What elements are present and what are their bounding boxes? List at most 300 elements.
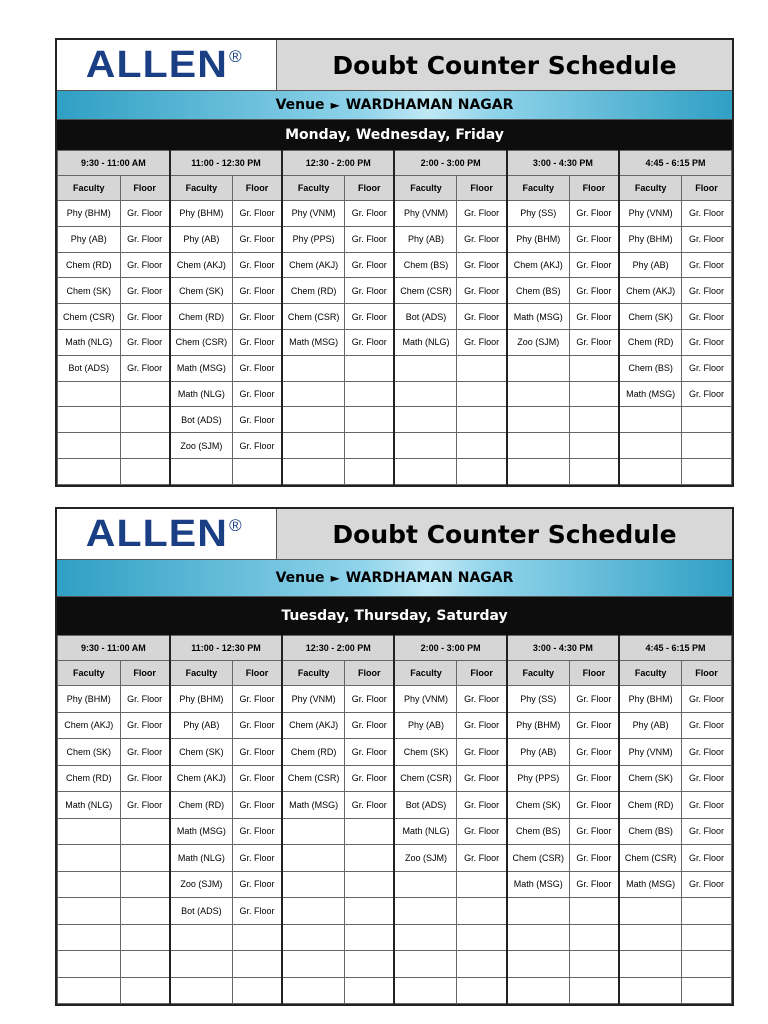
- faculty-cell: Chem (AKJ): [282, 712, 345, 739]
- faculty-column-header: Faculty: [58, 661, 121, 686]
- floor-cell: Gr. Floor: [232, 433, 282, 459]
- floor-cell: Gr. Floor: [569, 792, 619, 819]
- faculty-cell: Phy (VNM): [619, 201, 682, 227]
- floor-cell: [569, 355, 619, 381]
- faculty-cell: Math (MSG): [282, 329, 345, 355]
- floor-column-header: Floor: [120, 661, 170, 686]
- floor-cell: Gr. Floor: [120, 792, 170, 819]
- floor-cell: [457, 458, 507, 484]
- faculty-cell: [282, 433, 345, 459]
- faculty-cell: Chem (BS): [619, 355, 682, 381]
- faculty-cell: [282, 951, 345, 978]
- schedule-title: Doubt Counter Schedule: [277, 40, 732, 90]
- time-slot-row: [58, 151, 732, 176]
- allen-logo: [57, 509, 277, 559]
- faculty-cell: [282, 458, 345, 484]
- schedule-header: [57, 509, 732, 560]
- faculty-cell: [394, 898, 457, 925]
- faculty-cell: [170, 951, 233, 978]
- faculty-column-header: Faculty: [394, 661, 457, 686]
- table-row: [58, 818, 732, 845]
- floor-column-header: Floor: [345, 661, 395, 686]
- faculty-cell: Phy (VNM): [394, 686, 457, 713]
- faculty-cell: Phy (BHM): [507, 712, 570, 739]
- faculty-cell: [619, 977, 682, 1004]
- faculty-cell: [507, 898, 570, 925]
- table-row: [58, 252, 732, 278]
- floor-cell: Gr. Floor: [682, 252, 732, 278]
- table-row: [58, 304, 732, 330]
- logo-wordmark: ALLEN: [86, 44, 229, 86]
- faculty-cell: [170, 977, 233, 1004]
- faculty-cell: [282, 924, 345, 951]
- floor-cell: Gr. Floor: [120, 252, 170, 278]
- floor-column-header: Floor: [120, 176, 170, 201]
- floor-cell: Gr. Floor: [569, 739, 619, 766]
- faculty-cell: Chem (RD): [282, 739, 345, 766]
- faculty-cell: [507, 977, 570, 1004]
- table-row: [58, 765, 732, 792]
- faculty-cell: Phy (AB): [619, 712, 682, 739]
- faculty-cell: [394, 433, 457, 459]
- floor-cell: [682, 433, 732, 459]
- floor-column-header: Floor: [457, 176, 507, 201]
- floor-cell: Gr. Floor: [569, 712, 619, 739]
- faculty-cell: Phy (AB): [170, 226, 233, 252]
- faculty-cell: [58, 458, 121, 484]
- floor-cell: [682, 458, 732, 484]
- faculty-cell: [58, 951, 121, 978]
- faculty-cell: [507, 951, 570, 978]
- faculty-cell: Math (MSG): [619, 381, 682, 407]
- table-row: [58, 792, 732, 819]
- floor-cell: Gr. Floor: [457, 818, 507, 845]
- floor-cell: [682, 977, 732, 1004]
- schedule-tts: [55, 507, 734, 1006]
- faculty-cell: [619, 951, 682, 978]
- faculty-cell: [394, 951, 457, 978]
- faculty-cell: Chem (AKJ): [619, 278, 682, 304]
- time-slot-header: 11:00 - 12:30 PM: [170, 151, 282, 176]
- time-slot-header: 9:30 - 11:00 AM: [58, 151, 170, 176]
- floor-column-header: Floor: [569, 661, 619, 686]
- faculty-cell: [58, 433, 121, 459]
- faculty-cell: [619, 433, 682, 459]
- faculty-cell: Math (MSG): [507, 304, 570, 330]
- faculty-cell: Chem (RD): [170, 792, 233, 819]
- faculty-column-header: Faculty: [282, 661, 345, 686]
- faculty-cell: [394, 407, 457, 433]
- faculty-cell: [58, 898, 121, 925]
- faculty-cell: Chem (BS): [394, 252, 457, 278]
- floor-cell: Gr. Floor: [457, 226, 507, 252]
- floor-cell: [457, 871, 507, 898]
- floor-cell: [345, 977, 395, 1004]
- floor-cell: Gr. Floor: [345, 304, 395, 330]
- floor-cell: Gr. Floor: [682, 792, 732, 819]
- floor-cell: Gr. Floor: [232, 765, 282, 792]
- faculty-cell: Chem (SK): [394, 739, 457, 766]
- arrow-right-icon: ►: [330, 98, 340, 112]
- floor-cell: Gr. Floor: [569, 686, 619, 713]
- faculty-cell: Chem (SK): [58, 739, 121, 766]
- floor-cell: Gr. Floor: [682, 739, 732, 766]
- faculty-cell: [282, 818, 345, 845]
- floor-cell: Gr. Floor: [120, 226, 170, 252]
- floor-cell: [345, 951, 395, 978]
- faculty-column-header: Faculty: [170, 661, 233, 686]
- faculty-cell: Bot (ADS): [58, 355, 121, 381]
- faculty-cell: Chem (SK): [58, 278, 121, 304]
- faculty-cell: Phy (BHM): [619, 686, 682, 713]
- faculty-cell: Chem (BS): [507, 278, 570, 304]
- floor-cell: Gr. Floor: [345, 252, 395, 278]
- faculty-cell: Math (NLG): [170, 845, 233, 872]
- floor-cell: Gr. Floor: [682, 871, 732, 898]
- faculty-cell: Bot (ADS): [394, 792, 457, 819]
- faculty-cell: Phy (PPS): [507, 765, 570, 792]
- faculty-cell: [507, 458, 570, 484]
- faculty-cell: Phy (BHM): [619, 226, 682, 252]
- floor-cell: Gr. Floor: [120, 278, 170, 304]
- schedule-header: [57, 40, 732, 91]
- floor-cell: [457, 898, 507, 925]
- faculty-cell: [58, 818, 121, 845]
- faculty-cell: Phy (VNM): [282, 201, 345, 227]
- floor-cell: Gr. Floor: [682, 201, 732, 227]
- faculty-cell: [394, 977, 457, 1004]
- floor-cell: Gr. Floor: [569, 304, 619, 330]
- floor-cell: Gr. Floor: [345, 792, 395, 819]
- faculty-cell: Phy (AB): [507, 739, 570, 766]
- table-row: [58, 686, 732, 713]
- floor-column-header: Floor: [345, 176, 395, 201]
- faculty-cell: Zoo (SJM): [507, 329, 570, 355]
- floor-cell: Gr. Floor: [232, 407, 282, 433]
- faculty-cell: [394, 381, 457, 407]
- floor-cell: [569, 951, 619, 978]
- floor-cell: Gr. Floor: [569, 845, 619, 872]
- table-row: [58, 739, 732, 766]
- floor-cell: [345, 871, 395, 898]
- floor-cell: [120, 381, 170, 407]
- floor-cell: [569, 458, 619, 484]
- floor-cell: Gr. Floor: [345, 739, 395, 766]
- table-row: [58, 226, 732, 252]
- floor-cell: [345, 433, 395, 459]
- faculty-cell: [170, 458, 233, 484]
- faculty-column-header: Faculty: [282, 176, 345, 201]
- faculty-column-header: Faculty: [507, 176, 570, 201]
- floor-cell: [682, 924, 732, 951]
- floor-cell: Gr. Floor: [569, 278, 619, 304]
- floor-cell: [457, 977, 507, 1004]
- arrow-right-icon: ►: [330, 571, 340, 585]
- floor-cell: Gr. Floor: [345, 712, 395, 739]
- floor-column-header: Floor: [682, 661, 732, 686]
- venue-label: Venue: [275, 570, 325, 586]
- faculty-cell: Chem (RD): [58, 252, 121, 278]
- floor-cell: Gr. Floor: [457, 201, 507, 227]
- floor-cell: Gr. Floor: [232, 252, 282, 278]
- faculty-cell: [619, 924, 682, 951]
- floor-cell: Gr. Floor: [120, 686, 170, 713]
- faculty-cell: [58, 871, 121, 898]
- faculty-cell: Chem (RD): [282, 278, 345, 304]
- faculty-cell: Chem (CSR): [170, 329, 233, 355]
- faculty-cell: Chem (SK): [507, 792, 570, 819]
- table-row: [58, 458, 732, 484]
- floor-cell: [232, 458, 282, 484]
- floor-cell: Gr. Floor: [120, 355, 170, 381]
- column-header-row: [58, 176, 732, 201]
- time-slot-header: 3:00 - 4:30 PM: [507, 151, 619, 176]
- faculty-cell: [282, 977, 345, 1004]
- floor-cell: [569, 407, 619, 433]
- faculty-cell: Chem (SK): [170, 278, 233, 304]
- faculty-cell: [58, 924, 121, 951]
- faculty-cell: Chem (RD): [58, 765, 121, 792]
- floor-cell: Gr. Floor: [682, 278, 732, 304]
- floor-cell: Gr. Floor: [232, 278, 282, 304]
- faculty-cell: Chem (CSR): [619, 845, 682, 872]
- time-slot-header: 3:00 - 4:30 PM: [507, 636, 619, 661]
- floor-cell: Gr. Floor: [345, 686, 395, 713]
- floor-cell: Gr. Floor: [569, 226, 619, 252]
- faculty-cell: [619, 898, 682, 925]
- faculty-cell: Chem (AKJ): [170, 252, 233, 278]
- floor-cell: Gr. Floor: [569, 818, 619, 845]
- faculty-cell: [58, 977, 121, 1004]
- floor-cell: [682, 898, 732, 925]
- floor-cell: [120, 458, 170, 484]
- faculty-cell: Bot (ADS): [170, 898, 233, 925]
- floor-cell: [120, 818, 170, 845]
- floor-cell: [120, 977, 170, 1004]
- faculty-cell: Chem (RD): [619, 329, 682, 355]
- floor-cell: Gr. Floor: [232, 871, 282, 898]
- floor-cell: Gr. Floor: [457, 765, 507, 792]
- floor-cell: Gr. Floor: [232, 686, 282, 713]
- floor-cell: Gr. Floor: [232, 304, 282, 330]
- faculty-cell: Phy (BHM): [170, 686, 233, 713]
- faculty-column-header: Faculty: [507, 661, 570, 686]
- floor-cell: Gr. Floor: [345, 226, 395, 252]
- floor-cell: [345, 355, 395, 381]
- faculty-cell: [58, 845, 121, 872]
- schedule-title: Doubt Counter Schedule: [277, 509, 732, 559]
- floor-cell: Gr. Floor: [232, 898, 282, 925]
- floor-cell: Gr. Floor: [457, 792, 507, 819]
- faculty-cell: [282, 355, 345, 381]
- floor-cell: Gr. Floor: [345, 278, 395, 304]
- floor-cell: [120, 433, 170, 459]
- table-row: [58, 201, 732, 227]
- floor-cell: Gr. Floor: [457, 304, 507, 330]
- floor-cell: Gr. Floor: [682, 226, 732, 252]
- schedule-table: [57, 150, 732, 485]
- faculty-cell: [507, 355, 570, 381]
- floor-cell: Gr. Floor: [120, 304, 170, 330]
- faculty-cell: Bot (ADS): [394, 304, 457, 330]
- table-row: [58, 977, 732, 1004]
- floor-cell: [232, 977, 282, 1004]
- floor-cell: Gr. Floor: [457, 329, 507, 355]
- faculty-cell: Math (MSG): [282, 792, 345, 819]
- faculty-column-header: Faculty: [619, 661, 682, 686]
- floor-cell: Gr. Floor: [232, 792, 282, 819]
- faculty-column-header: Faculty: [58, 176, 121, 201]
- faculty-cell: Zoo (SJM): [170, 433, 233, 459]
- venue-name: WARDHAMAN NAGAR: [345, 97, 514, 113]
- floor-cell: Gr. Floor: [232, 845, 282, 872]
- floor-cell: Gr. Floor: [682, 381, 732, 407]
- faculty-cell: [507, 924, 570, 951]
- table-row: [58, 951, 732, 978]
- faculty-cell: Chem (CSR): [507, 845, 570, 872]
- faculty-cell: Math (MSG): [170, 355, 233, 381]
- floor-cell: Gr. Floor: [457, 739, 507, 766]
- floor-cell: Gr. Floor: [345, 329, 395, 355]
- faculty-cell: Chem (RD): [619, 792, 682, 819]
- faculty-cell: [507, 433, 570, 459]
- days-banner: Monday, Wednesday, Friday: [57, 120, 732, 150]
- faculty-cell: Chem (BS): [507, 818, 570, 845]
- faculty-cell: [282, 845, 345, 872]
- time-slot-header: 2:00 - 3:00 PM: [394, 151, 506, 176]
- floor-cell: [457, 951, 507, 978]
- time-slot-header: 9:30 - 11:00 AM: [58, 636, 170, 661]
- floor-cell: Gr. Floor: [682, 712, 732, 739]
- venue-label: Venue: [275, 97, 325, 113]
- floor-cell: Gr. Floor: [569, 329, 619, 355]
- table-row: [58, 381, 732, 407]
- faculty-cell: Phy (BHM): [507, 226, 570, 252]
- time-slot-header: 4:45 - 6:15 PM: [619, 636, 731, 661]
- faculty-cell: Phy (SS): [507, 201, 570, 227]
- faculty-cell: [394, 924, 457, 951]
- faculty-cell: [282, 898, 345, 925]
- floor-cell: Gr. Floor: [457, 712, 507, 739]
- faculty-cell: Phy (SS): [507, 686, 570, 713]
- floor-cell: Gr. Floor: [345, 201, 395, 227]
- floor-cell: Gr. Floor: [457, 278, 507, 304]
- floor-cell: [345, 407, 395, 433]
- floor-cell: [569, 381, 619, 407]
- floor-cell: Gr. Floor: [232, 355, 282, 381]
- floor-cell: [345, 845, 395, 872]
- table-row: [58, 712, 732, 739]
- floor-cell: Gr. Floor: [682, 765, 732, 792]
- faculty-cell: Phy (AB): [58, 226, 121, 252]
- faculty-cell: Chem (AKJ): [282, 252, 345, 278]
- faculty-cell: Phy (AB): [394, 712, 457, 739]
- floor-column-header: Floor: [457, 661, 507, 686]
- table-row: [58, 433, 732, 459]
- faculty-cell: [394, 355, 457, 381]
- column-header-row: [58, 661, 732, 686]
- floor-cell: [120, 871, 170, 898]
- floor-cell: Gr. Floor: [232, 226, 282, 252]
- faculty-cell: Chem (AKJ): [58, 712, 121, 739]
- faculty-cell: Chem (SK): [619, 304, 682, 330]
- faculty-cell: [282, 381, 345, 407]
- floor-cell: [569, 924, 619, 951]
- floor-column-header: Floor: [569, 176, 619, 201]
- floor-cell: [232, 951, 282, 978]
- floor-cell: Gr. Floor: [120, 201, 170, 227]
- table-row: [58, 845, 732, 872]
- floor-cell: Gr. Floor: [457, 252, 507, 278]
- time-slot-header: 2:00 - 3:00 PM: [394, 636, 506, 661]
- floor-cell: [569, 977, 619, 1004]
- faculty-cell: Chem (CSR): [282, 765, 345, 792]
- floor-cell: Gr. Floor: [682, 355, 732, 381]
- faculty-cell: [282, 871, 345, 898]
- floor-cell: Gr. Floor: [232, 712, 282, 739]
- floor-cell: [120, 951, 170, 978]
- floor-cell: Gr. Floor: [232, 739, 282, 766]
- floor-cell: [682, 951, 732, 978]
- faculty-cell: Chem (CSR): [394, 765, 457, 792]
- faculty-cell: Phy (AB): [170, 712, 233, 739]
- faculty-cell: [394, 871, 457, 898]
- logo-wordmark: ALLEN: [86, 513, 229, 555]
- floor-cell: Gr. Floor: [232, 818, 282, 845]
- faculty-cell: [507, 407, 570, 433]
- floor-cell: Gr. Floor: [232, 381, 282, 407]
- venue-name: WARDHAMAN NAGAR: [345, 570, 514, 586]
- faculty-cell: [58, 381, 121, 407]
- time-slot-header: 12:30 - 2:00 PM: [282, 636, 394, 661]
- floor-column-header: Floor: [232, 176, 282, 201]
- days-banner: Tuesday, Thursday, Saturday: [57, 597, 732, 635]
- registered-mark: ®: [229, 47, 242, 66]
- floor-cell: Gr. Floor: [682, 304, 732, 330]
- faculty-cell: Chem (SK): [170, 739, 233, 766]
- faculty-cell: Math (NLG): [58, 329, 121, 355]
- floor-cell: Gr. Floor: [569, 252, 619, 278]
- floor-cell: [569, 433, 619, 459]
- floor-cell: Gr. Floor: [682, 845, 732, 872]
- floor-column-header: Floor: [232, 661, 282, 686]
- faculty-cell: Chem (CSR): [58, 304, 121, 330]
- floor-cell: [345, 898, 395, 925]
- floor-cell: Gr. Floor: [682, 686, 732, 713]
- table-row: [58, 278, 732, 304]
- floor-cell: [457, 433, 507, 459]
- floor-cell: Gr. Floor: [120, 739, 170, 766]
- faculty-cell: Chem (CSR): [282, 304, 345, 330]
- floor-cell: [457, 381, 507, 407]
- faculty-cell: Math (NLG): [58, 792, 121, 819]
- faculty-cell: [170, 924, 233, 951]
- table-row: [58, 898, 732, 925]
- time-slot-header: 11:00 - 12:30 PM: [170, 636, 282, 661]
- faculty-cell: Zoo (SJM): [394, 845, 457, 872]
- faculty-cell: Phy (AB): [394, 226, 457, 252]
- faculty-cell: Phy (VNM): [394, 201, 457, 227]
- faculty-cell: Phy (BHM): [58, 686, 121, 713]
- schedule-table: [57, 635, 732, 1004]
- faculty-cell: [58, 407, 121, 433]
- table-row: [58, 407, 732, 433]
- floor-cell: Gr. Floor: [682, 818, 732, 845]
- faculty-cell: Math (NLG): [394, 818, 457, 845]
- faculty-cell: [619, 458, 682, 484]
- faculty-cell: Chem (AKJ): [170, 765, 233, 792]
- faculty-cell: Chem (AKJ): [507, 252, 570, 278]
